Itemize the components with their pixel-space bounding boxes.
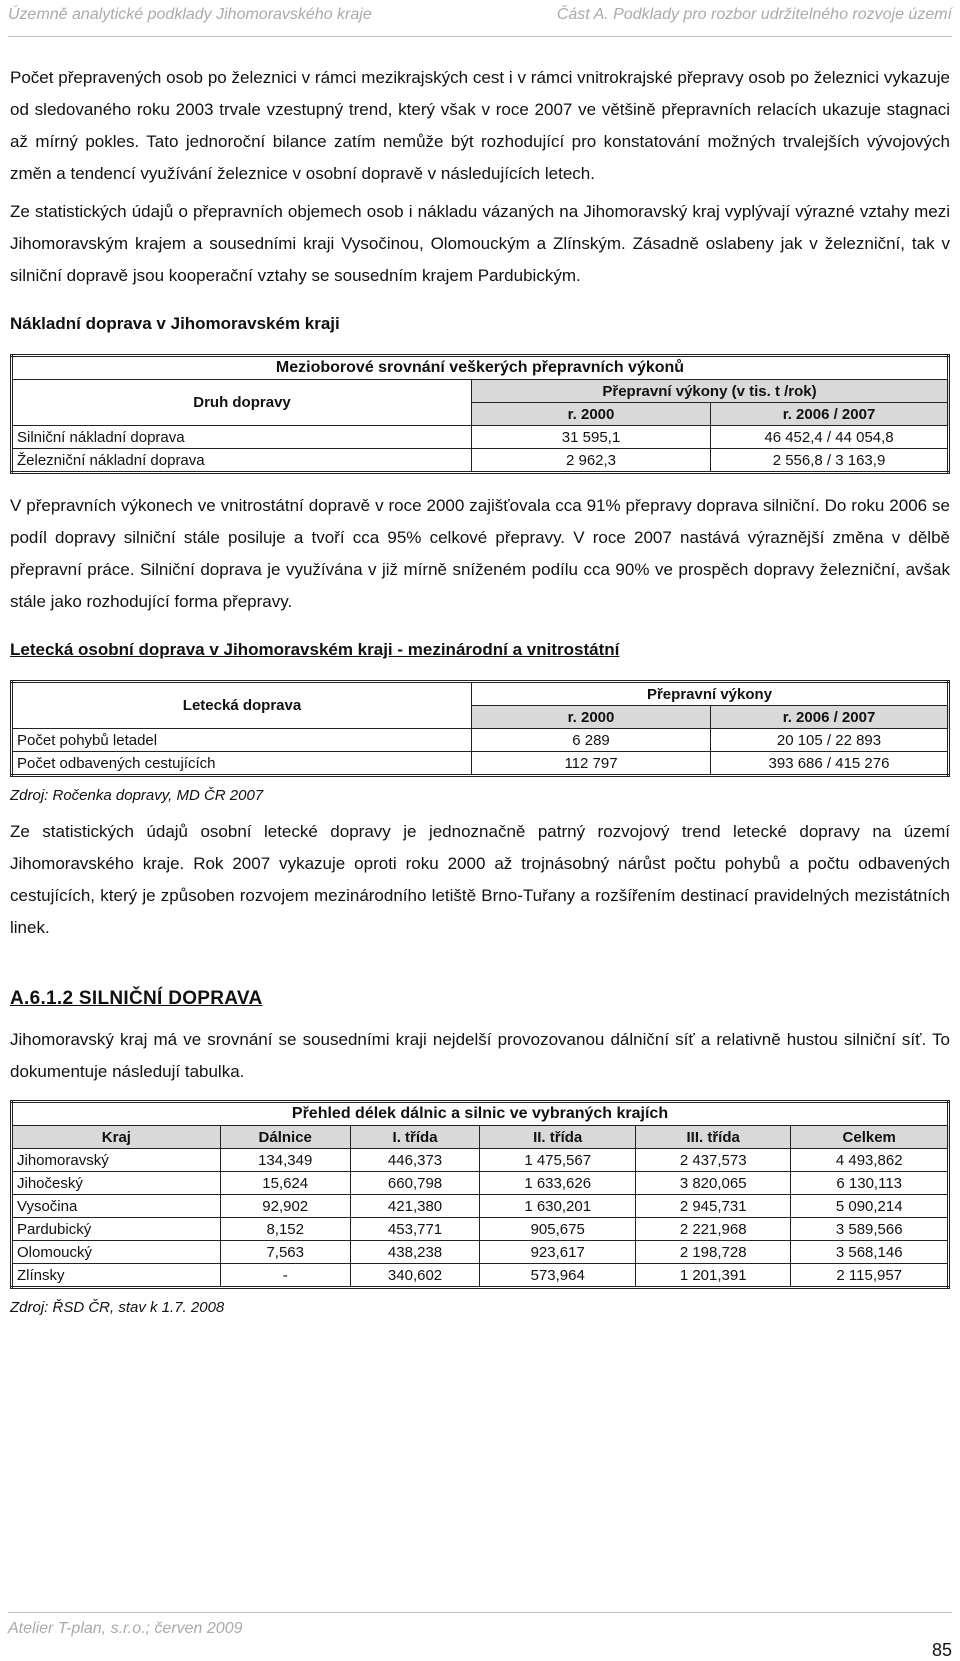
- air-row-value-2006-2007: 20 105 / 22 893: [711, 729, 949, 752]
- air-col-label: Letecká doprava: [12, 682, 472, 729]
- road-cell-dalnice: -: [220, 1264, 350, 1288]
- road-cell-class3: 2 945,731: [635, 1195, 790, 1218]
- road-cell-total: 2 115,957: [791, 1264, 949, 1288]
- road-cell-dalnice: 134,349: [220, 1149, 350, 1172]
- table-row: [12, 752, 949, 776]
- road-cell-total: 3 568,146: [791, 1241, 949, 1264]
- freight-row-name: Silniční nákladní doprava: [12, 426, 472, 449]
- freight-group-label: Přepravní výkony (v tis. t /rok): [602, 382, 817, 400]
- air-group-header: Přepravní výkony: [472, 682, 949, 706]
- freight-row-name: Železniční nákladní doprava: [12, 449, 472, 473]
- freight-comparison-table: [10, 354, 950, 474]
- road-cell-class3: 3 820,065: [635, 1172, 790, 1195]
- road-header-class2: II. třída: [480, 1126, 635, 1149]
- air-row-value-2000: 6 289: [472, 729, 711, 752]
- road-cell-dalnice: 7,563: [220, 1241, 350, 1264]
- header-divider: [8, 36, 952, 37]
- paragraph-road-network: Jihomoravský kraj má ve srovnání se sousedními kraji nejdelší provozovanou dálniční síť a relativně hustou silniční síť. To dokumentuje následují tabulka.: [10, 1030, 950, 1081]
- footer-divider: [8, 1612, 952, 1613]
- road-cell-dalnice: 92,902: [220, 1195, 350, 1218]
- air-row-name: Počet pohybů letadel: [12, 729, 472, 752]
- air-row-value-2000: 112 797: [472, 752, 711, 776]
- road-cell-class2: 1 633,626: [480, 1172, 635, 1195]
- air-year-2000: r. 2000: [472, 706, 711, 729]
- road-header-class3: III. třída: [635, 1126, 790, 1149]
- road-cell-total: 6 130,113: [791, 1172, 949, 1195]
- road-header-class1: I. třída: [350, 1126, 480, 1149]
- road-cell-class1: 438,238: [350, 1241, 480, 1264]
- road-table-title: Přehled délek dálnic a silnic ve vybraných krajích: [12, 1102, 949, 1126]
- table-row: [12, 449, 949, 473]
- road-cell-total: 4 493,862: [791, 1149, 949, 1172]
- road-cell-class1: 421,380: [350, 1195, 480, 1218]
- freight-row-value-2006-2007: 2 556,8 / 3 163,9: [711, 449, 949, 473]
- road-cell-class3: 2 437,573: [635, 1149, 790, 1172]
- heading-air-transport: Letecká osobní doprava v Jihomoravském kraji - mezinárodní a vnitrostátní: [10, 640, 620, 659]
- road-table-body: [12, 1149, 949, 1288]
- freight-row-value-2006-2007: 46 452,4 / 44 054,8: [711, 426, 949, 449]
- air-row-name: Počet odbavených cestujících: [12, 752, 472, 776]
- road-cell-kraj: Olomoucký: [12, 1241, 221, 1264]
- freight-group-header: [472, 380, 949, 403]
- air-transport-table: [10, 680, 950, 777]
- table-row: [12, 1172, 949, 1195]
- heading-freight-transport: Nákladní doprava v Jihomoravském kraji: [10, 314, 340, 333]
- header-section-title: Část A. Podklady pro rozbor udržitelného rozvoje území: [556, 6, 952, 23]
- road-cell-dalnice: 8,152: [220, 1218, 350, 1241]
- road-header-total: Celkem: [791, 1126, 949, 1149]
- paragraph-regional-relations: Ze statistických údajů o přepravních objemech osob i nákladu vázaných na Jihomoravský kraj vyplývají výrazné vztahy mezi Jihomoravským krajem a sousedními kraji Vysočinou, Olomouckým a Zlínským. Zásadně oslabeny jak v železniční, tak v silniční dopravě jsou kooperační vztahy se sousedním krajem Pardubickým.: [10, 202, 950, 285]
- road-cell-class2: 923,617: [480, 1241, 635, 1264]
- freight-row-value-2000: 2 962,3: [472, 449, 711, 473]
- page-header: [0, 0, 960, 40]
- freight-year-2000: r. 2000: [472, 403, 711, 426]
- air-row-value-2006-2007: 393 686 / 415 276: [711, 752, 949, 776]
- table-row: [12, 1149, 949, 1172]
- page-footer: [8, 1612, 952, 1660]
- table-row: [12, 426, 949, 449]
- road-cell-dalnice: 15,624: [220, 1172, 350, 1195]
- paragraph-transport-split: V přepravních výkonech ve vnitrostátní dopravě v roce 2000 zajišťovala cca 91% přepravy doprava silniční. Do roku 2006 se podíl dopravy silniční stále posiluje a tvoří cca 95% celkové přepravy. V roce 2007 nastává výraznější změna v dělbě přepravní práce. Silniční doprava je využívána v již mírně sníženém podílu cca 90% ve prospěch dopravy železniční, avšak stále jako rozhodující forma přepravy.: [10, 496, 950, 611]
- freight-table-title: Mezioborové srovnání veškerých přepravních výkonů: [12, 356, 949, 380]
- source-note-roads: Zdroj: ŘSD ČR, stav k 1.7. 2008: [10, 1299, 225, 1316]
- paragraph-rail-passengers: Počet přepravených osob po železnici v rámci mezikrajských cest i v rámci vnitrokrajské přepravy osob po železnici vykazuje od sledovaného roku 2003 trvale vzestupný trend, který však v roce 2007 ve většině přepravních relacích ukazuje stagnaci až mírný pokles. Tato jednoroční bilance zatím nemůže být rozhodující pro konstatování možných trvalejších vývojových změn a tendencí využívání železnice v osobní dopravě v následujících letech.: [10, 68, 950, 183]
- road-cell-class2: 1 630,201: [480, 1195, 635, 1218]
- table-row: [12, 729, 949, 752]
- road-cell-kraj: Zlínsky: [12, 1264, 221, 1288]
- road-cell-class3: 2 221,968: [635, 1218, 790, 1241]
- road-cell-kraj: Jihočeský: [12, 1172, 221, 1195]
- road-length-table: [10, 1100, 950, 1289]
- road-cell-class2: 905,675: [480, 1218, 635, 1241]
- header-document-title: Územně analytické podklady Jihomoravského kraje: [8, 6, 372, 23]
- road-cell-class2: 1 475,567: [480, 1149, 635, 1172]
- road-header-dalnice: Dálnice: [220, 1126, 350, 1149]
- freight-col-label: Druh dopravy: [12, 380, 472, 426]
- road-cell-total: 5 090,214: [791, 1195, 949, 1218]
- table-row: [12, 1241, 949, 1264]
- road-cell-class2: 573,964: [480, 1264, 635, 1288]
- road-cell-class3: 1 201,391: [635, 1264, 790, 1288]
- road-cell-class1: 660,798: [350, 1172, 480, 1195]
- source-note-air: Zdroj: Ročenka dopravy, MD ČR 2007: [10, 787, 264, 804]
- road-cell-class3: 2 198,728: [635, 1241, 790, 1264]
- footer-company: Atelier T-plan, s.r.o.; červen 2009: [8, 1620, 243, 1637]
- road-cell-kraj: Jihomoravský: [12, 1149, 221, 1172]
- air-year-2006-2007: r. 2006 / 2007: [711, 706, 949, 729]
- road-cell-total: 3 589,566: [791, 1218, 949, 1241]
- page-content: [10, 62, 950, 1328]
- table-row: [12, 1218, 949, 1241]
- table-row: [12, 1195, 949, 1218]
- road-header-kraj: Kraj: [12, 1126, 221, 1149]
- road-cell-class1: 446,373: [350, 1149, 480, 1172]
- table-row: [12, 1264, 949, 1288]
- paragraph-air-trend: Ze statistických údajů osobní letecké dopravy je jednoznačně patrný rozvojový trend letecké dopravy na území Jihomoravského kraje. Rok 2007 vykazuje oproti roku 2000 až trojnásobný nárůst počtu pohybů a počtu odbavených cestujících, který je způsoben rozvojem mezinárodního letiště Brno-Tuřany a rozšířením destinací pravidelných mezistátních linek.: [10, 822, 950, 937]
- freight-row-value-2000: 31 595,1: [472, 426, 711, 449]
- road-cell-kraj: Pardubický: [12, 1218, 221, 1241]
- road-cell-class1: 453,771: [350, 1218, 480, 1241]
- freight-year-2006-2007: r. 2006 / 2007: [711, 403, 949, 426]
- page-number: 85: [931, 1640, 952, 1660]
- road-cell-kraj: Vysočina: [12, 1195, 221, 1218]
- road-cell-class1: 340,602: [350, 1264, 480, 1288]
- heading-road-transport: A.6.1.2 SILNIČNÍ DOPRAVA: [10, 988, 263, 1009]
